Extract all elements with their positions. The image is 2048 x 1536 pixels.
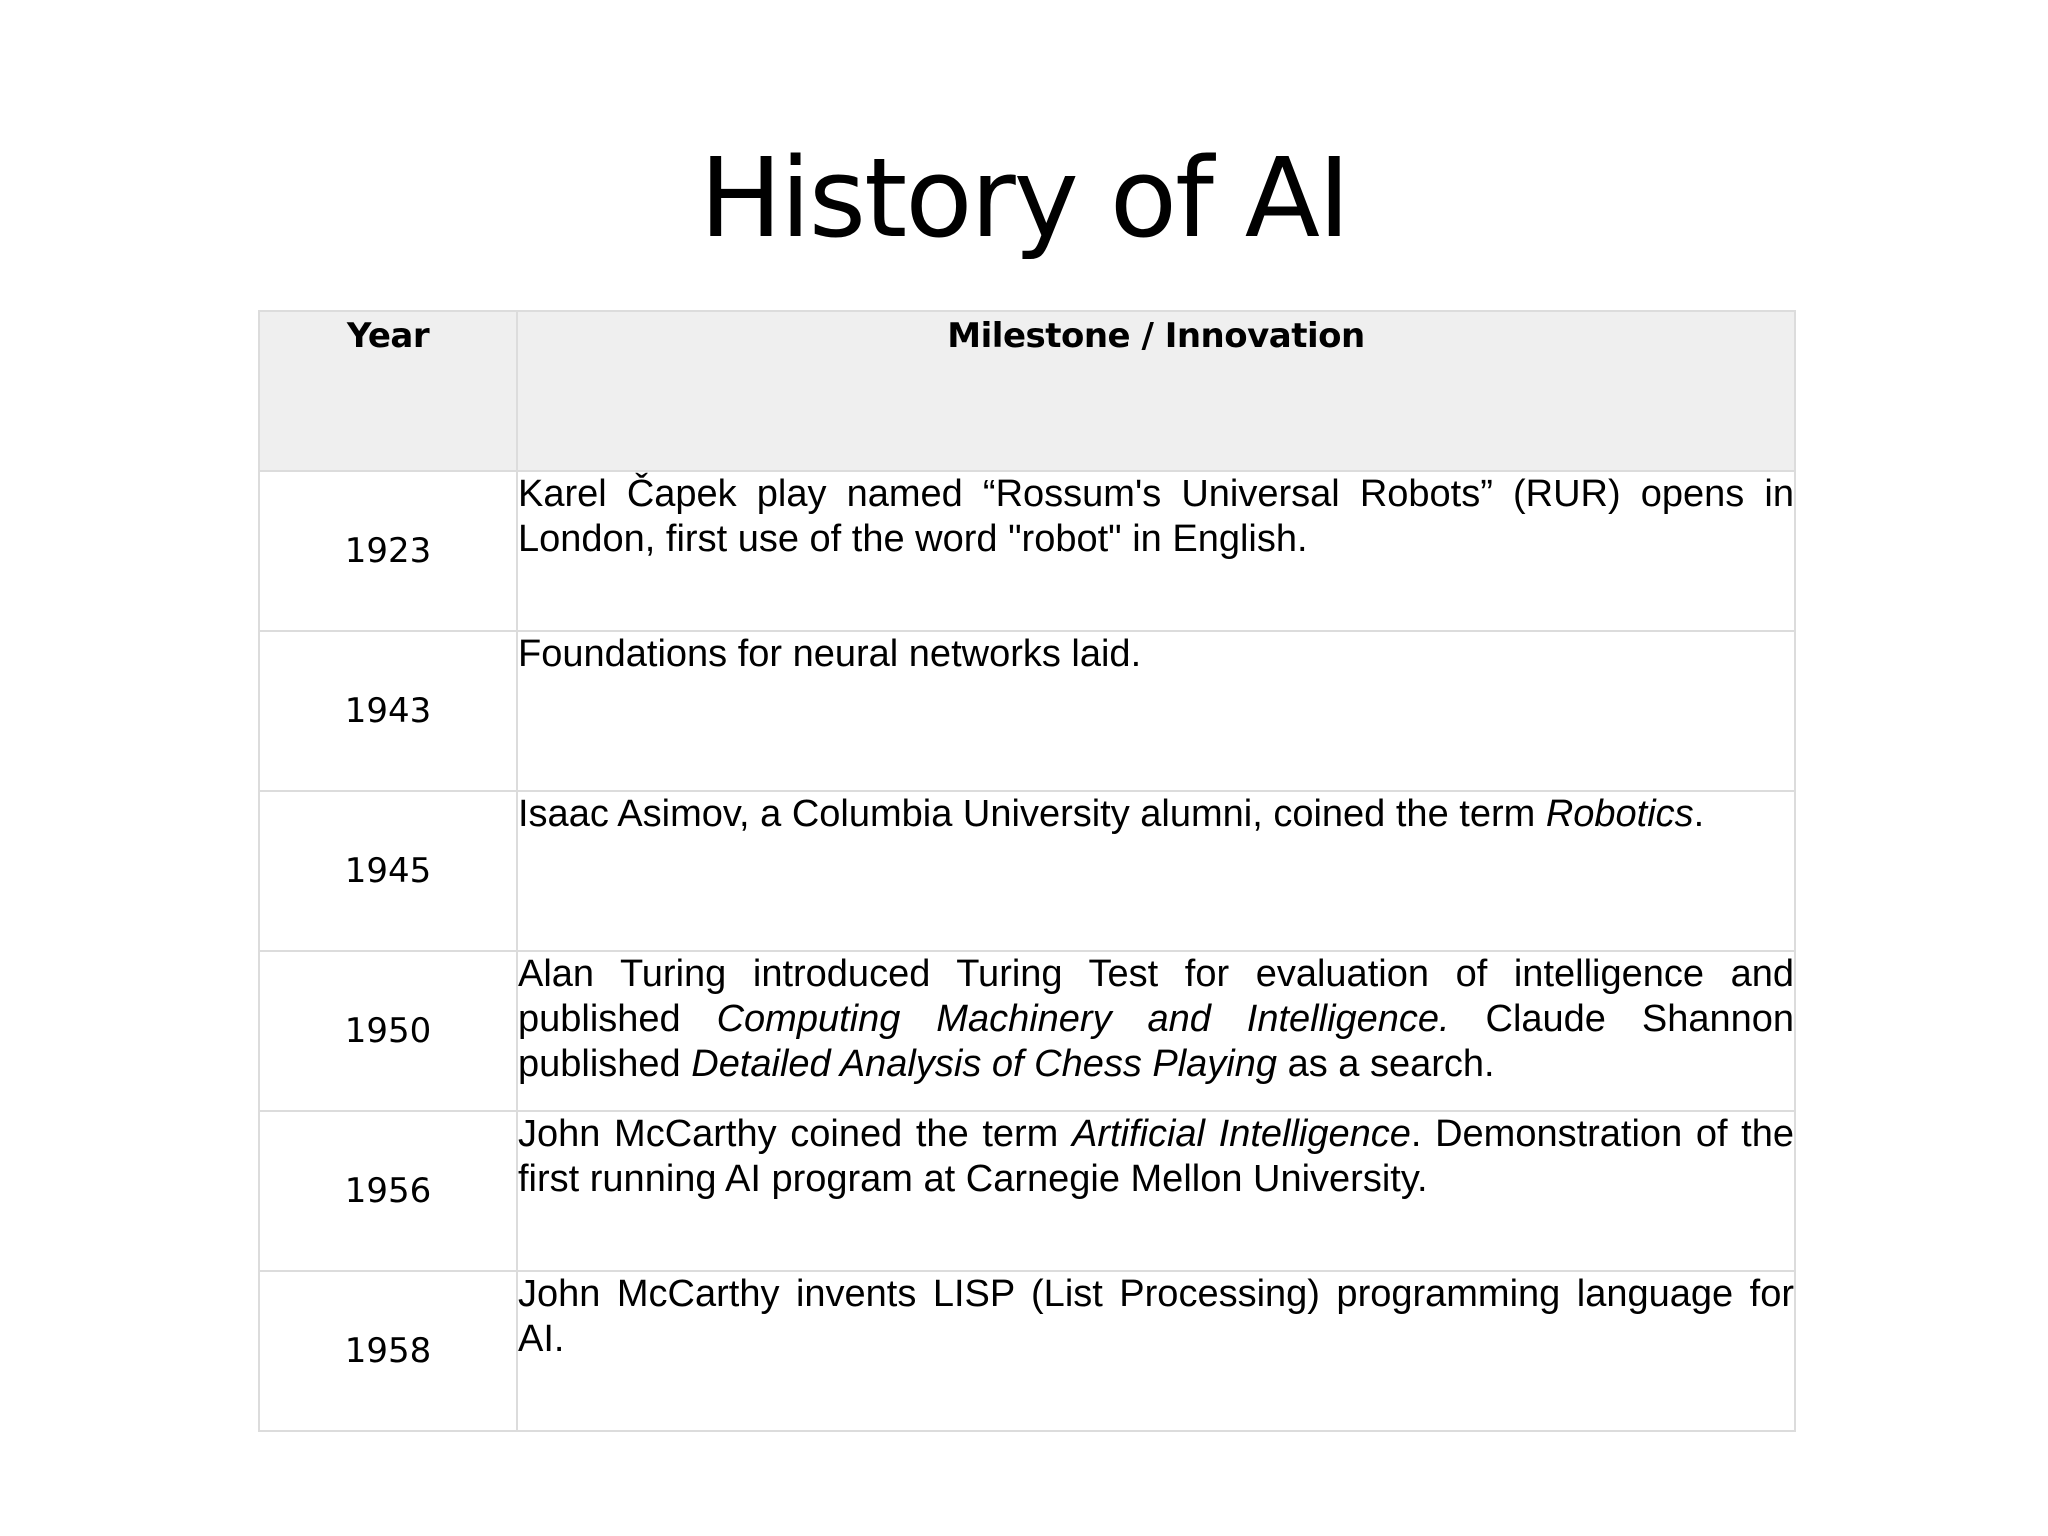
milestone-text: Isaac Asimov, a Columbia University alumni, coined the term	[518, 793, 1546, 835]
milestone-italic-term: Robotics	[1545, 793, 1694, 835]
table-row	[259, 1111, 1795, 1271]
table-header-row	[259, 311, 1795, 471]
milestone-text: John McCarthy coined the term	[518, 1113, 1072, 1155]
year-cell: 1958	[259, 1271, 517, 1431]
table-body	[259, 471, 1795, 1431]
history-table	[258, 310, 1796, 1432]
milestone-column-header: Milestone / Innovation	[517, 311, 1795, 471]
milestone-italic-term: Computing Machinery and Intelligence.	[716, 998, 1450, 1040]
milestone-cell	[517, 631, 1795, 791]
year-cell: 1923	[259, 471, 517, 631]
year-cell: 1950	[259, 951, 517, 1111]
table-row	[259, 1271, 1795, 1431]
milestone-text: Karel Čapek play named “Rossum's Universal Robots” (RUR) opens in London, first use of the word "robot" in English.	[518, 473, 1794, 560]
milestone-text: . Demonstration of the first running AI program at Carnegie Mellon University.	[518, 1113, 1794, 1200]
slide-title: History of AI	[699, 134, 1349, 262]
milestone-cell	[517, 1111, 1795, 1271]
year-cell: 1943	[259, 631, 517, 791]
milestone-text: Alan Turing introduced Turing Test for evaluation of intelligence and published	[518, 953, 1794, 1040]
table-row	[259, 471, 1795, 631]
table-row	[259, 791, 1795, 951]
milestone-italic-term: Detailed Analysis of Chess Playing	[691, 1043, 1278, 1085]
milestone-italic-term: Artificial Intelligence	[1071, 1113, 1411, 1155]
milestone-cell	[517, 791, 1795, 951]
milestone-text: .	[1693, 793, 1705, 835]
year-cell: 1945	[259, 791, 517, 951]
milestone-text: Foundations for neural networks laid.	[518, 633, 1142, 675]
milestone-cell	[517, 951, 1795, 1111]
table-row	[259, 631, 1795, 791]
milestone-cell	[517, 471, 1795, 631]
milestone-text: as a search.	[1277, 1043, 1495, 1085]
year-cell: 1956	[259, 1111, 517, 1271]
year-column-header: Year	[259, 311, 517, 471]
milestone-text: John McCarthy invents LISP (List Processing) programming language for AI.	[518, 1273, 1794, 1360]
milestone-cell	[517, 1271, 1795, 1431]
milestone-text: Claude Shannon published	[518, 998, 1795, 1085]
table-row	[259, 951, 1795, 1111]
